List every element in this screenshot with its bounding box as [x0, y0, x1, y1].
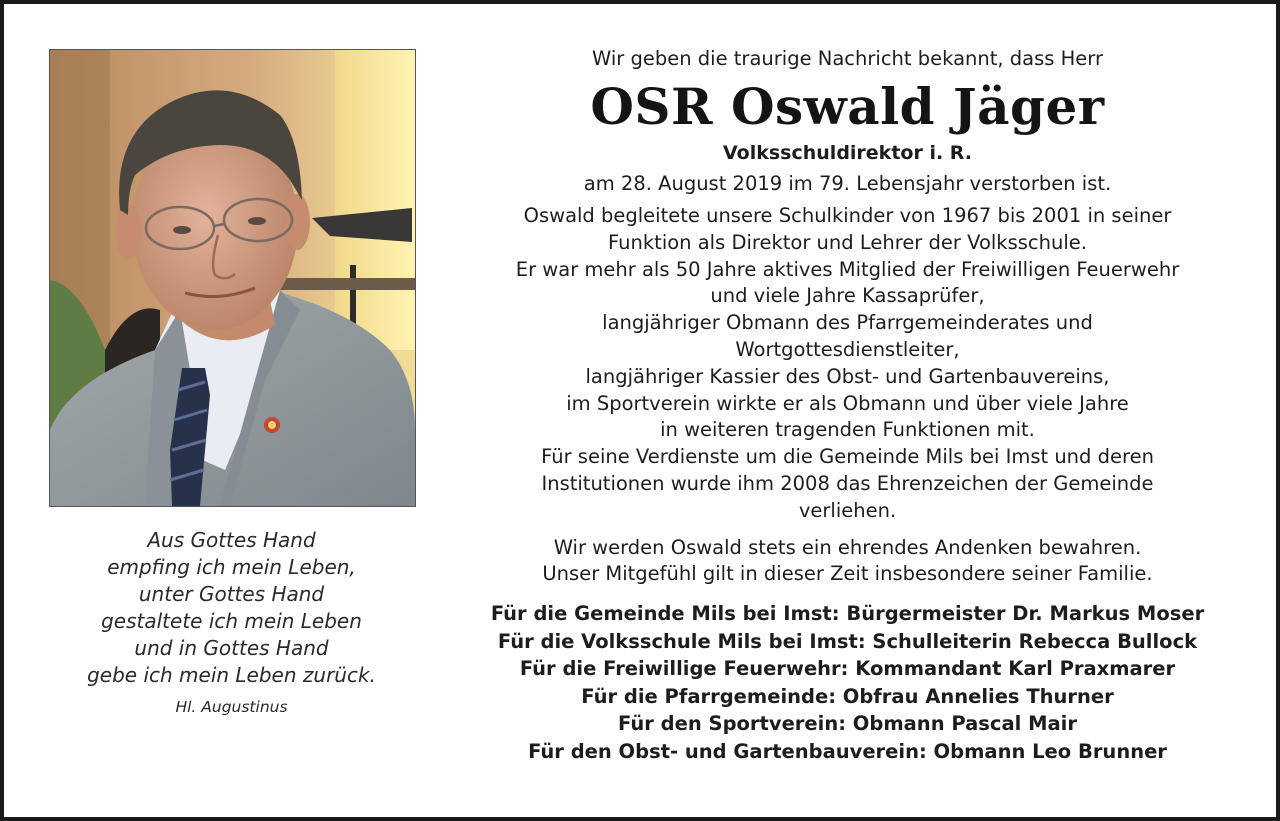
portrait-illustration — [50, 50, 415, 506]
deceased-title: Volksschuldirektor i. R. — [723, 142, 972, 164]
signer-line: Für die Pfarrgemeinde: Obfrau Annelies Thurner — [581, 684, 1114, 708]
poem-author: Hl. Augustinus — [175, 698, 288, 716]
deceased-name: OSR Oswald Jäger — [590, 77, 1105, 136]
poem-line: empfing ich mein Leben, — [107, 555, 356, 579]
bio-line: und viele Jahre Kassaprüfer, — [710, 284, 985, 308]
signer-line: Für den Sportverein: Obmann Pascal Mair — [618, 712, 1077, 736]
poem-line: gebe ich mein Leben zurück. — [87, 663, 376, 687]
poem — [44, 527, 419, 717]
signers-list — [470, 600, 1225, 765]
signer-line: Für den Obst- und Gartenbauverein: Obmann Leo Brunner — [528, 739, 1167, 763]
bio-line: Wortgottesdienstleiter, — [735, 337, 960, 361]
closing-line: Unser Mitgefühl gilt in dieser Zeit insbesondere seiner Familie. — [542, 562, 1153, 586]
bio-line: Oswald begleitete unsere Schulkinder von 1967 bis 2001 in seiner — [523, 204, 1172, 227]
closing-remarks — [470, 535, 1225, 589]
bio-line: im Sportverein wirkte er als Obmann und über viele Jahre — [566, 391, 1129, 415]
biography — [470, 203, 1225, 525]
closing-line: Wir werden Oswald stets ein ehrendes Andenken bewahren. — [553, 535, 1142, 559]
death-line: am 28. August 2019 im 79. Lebensjahr verstorben ist. — [583, 172, 1112, 195]
bio-line: Für seine Verdienste um die Gemeinde Mils bei Imst und deren — [541, 445, 1154, 469]
portrait-photo — [49, 49, 416, 507]
signer-line: Für die Gemeinde Mils bei Imst: Bürgermeister Dr. Markus Moser — [490, 602, 1205, 626]
bio-line: langjähriger Obmann des Pfarrgemeinderates und — [602, 311, 1093, 335]
signer-line: Für die Volksschule Mils bei Imst: Schulleiterin Rebecca Bullock — [497, 629, 1198, 653]
poem-line: unter Gottes Hand — [138, 582, 325, 606]
poem-line: Aus Gottes Hand — [147, 528, 316, 552]
bio-line: in weiteren tragenden Funktionen mit. — [660, 418, 1035, 442]
bio-line: Institutionen wurde ihm 2008 das Ehrenzeichen der Gemeinde — [541, 471, 1154, 495]
bio-line: langjähriger Kassier des Obst- und Gartenbauvereins, — [585, 364, 1110, 388]
signer-line: Für die Freiwillige Feuerwehr: Kommandant Karl Praxmarer — [519, 657, 1176, 681]
bio-line: Funktion als Direktor und Lehrer der Volksschule. — [608, 230, 1087, 254]
bio-line: verliehen. — [798, 498, 897, 522]
poem-line: gestaltete ich mein Leben — [101, 609, 362, 633]
poem-line: und in Gottes Hand — [134, 636, 329, 660]
bio-line: Er war mehr als 50 Jahre aktives Mitglied der Freiwilligen Feuerwehr — [515, 257, 1180, 281]
obituary-text — [470, 45, 1225, 765]
intro-line: Wir geben die traurige Nachricht bekannt, dass Herr — [592, 47, 1103, 70]
